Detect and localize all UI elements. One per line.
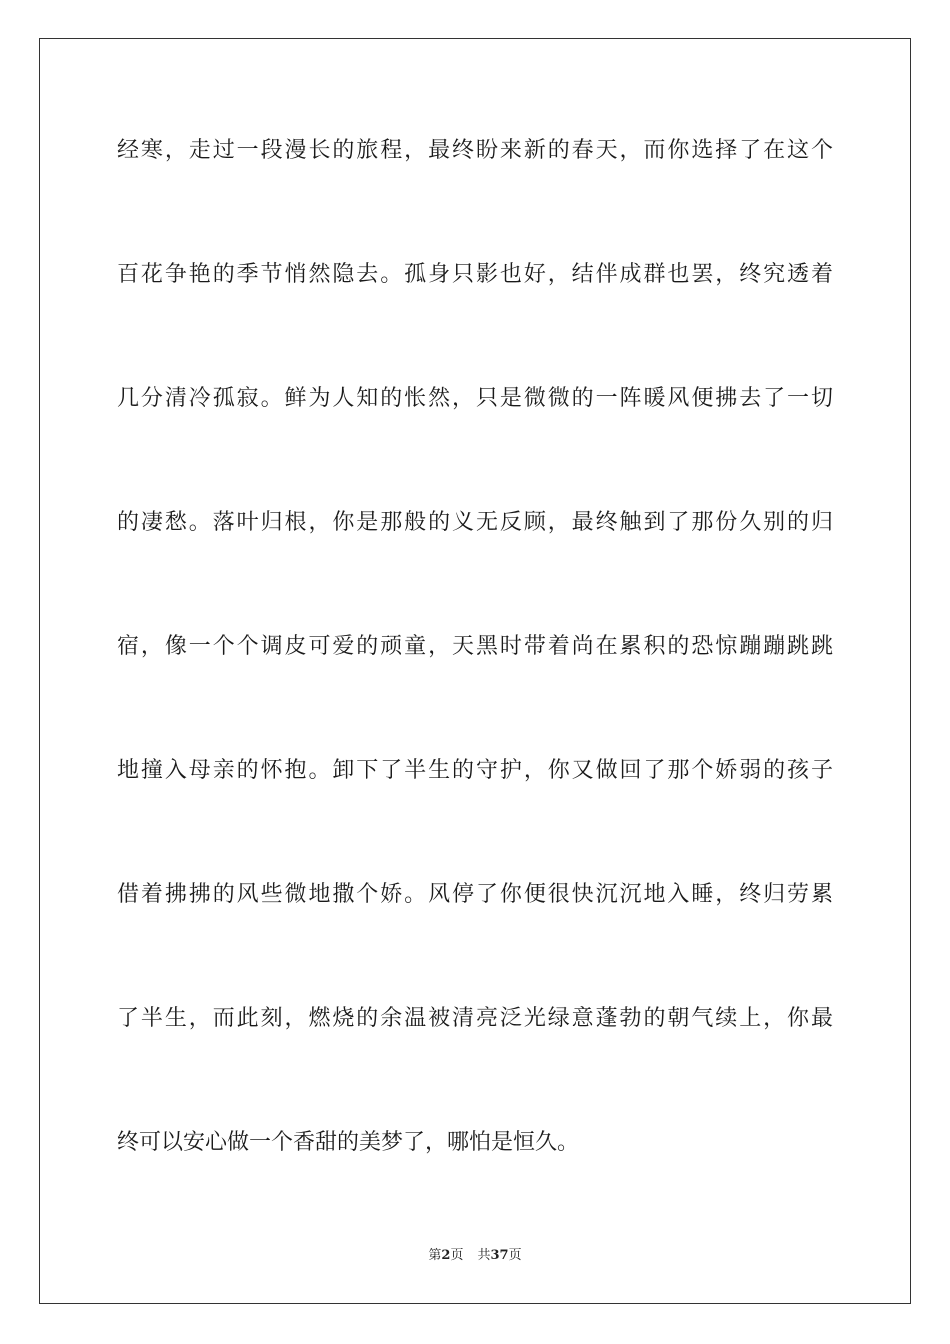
text-line-3: 几分清冷孤寂。鲜为人知的怅然，只是微微的一阵暖风便拂去了一切	[117, 386, 833, 411]
total-suffix: 页	[508, 1248, 522, 1263]
text-line-6: 地撞入母亲的怀抱。卸下了半生的守护，你又做回了那个娇弱的孩子	[117, 758, 833, 783]
text-line-5: 宿，像一个个调皮可爱的顽童，天黑时带着尚在累积的恐惊蹦蹦跳跳	[117, 634, 833, 659]
page-suffix: 页	[450, 1248, 464, 1263]
text-line-1: 经寒，走过一段漫长的旅程，最终盼来新的春天，而你选择了在这个	[117, 138, 833, 163]
text-line-2: 百花争艳的季节悄然隐去。孤身只影也好，结伴成群也罢，终究透着	[117, 262, 833, 287]
text-line-8: 了半生，而此刻，燃烧的余温被清亮泛光绿意蓬勃的朝气续上，你最	[117, 1006, 833, 1031]
page-border	[39, 38, 911, 1304]
text-line-9: 终可以安心做一个香甜的美梦了，哪怕是恒久。	[117, 1130, 580, 1155]
page-footer	[0, 1247, 950, 1265]
text-line-4: 的凄愁。落叶归根，你是那般的义无反顾，最终触到了那份久别的归	[117, 510, 833, 535]
total-prefix: 共	[477, 1248, 491, 1263]
text-line-7: 借着拂拂的风些微地撒个娇。风停了你便很快沉沉地入睡，终归劳累	[117, 882, 833, 907]
page-prefix: 第	[428, 1248, 442, 1263]
total-pages: 37	[490, 1248, 509, 1263]
page-number: 2	[441, 1248, 451, 1263]
